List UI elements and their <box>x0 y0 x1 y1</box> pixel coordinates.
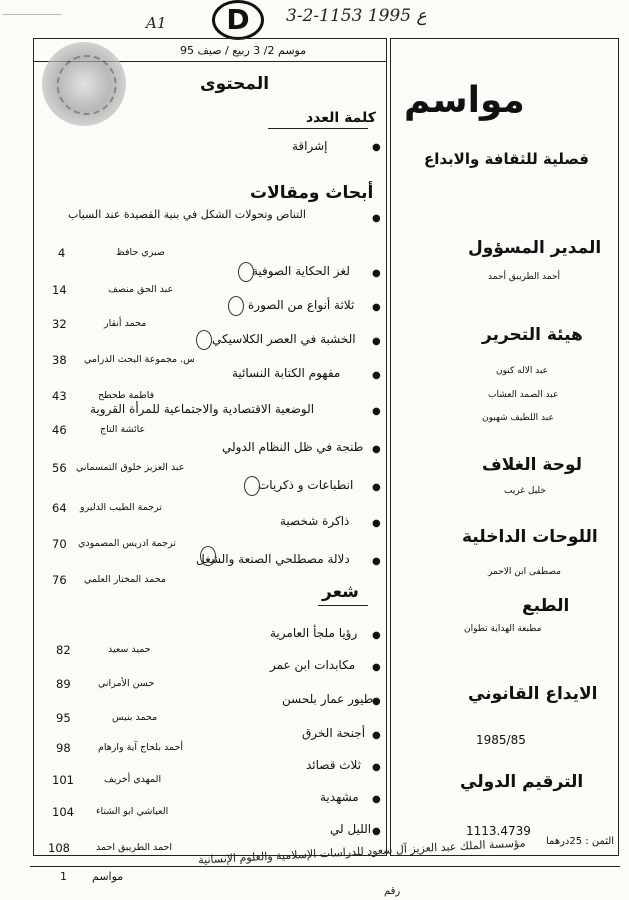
toc-page: 95 <box>56 711 71 725</box>
toc-author: س. مجموعة البحث الدرامي <box>84 354 195 365</box>
toc-title: الخشبة في العصر الكلاسيكي <box>212 332 356 346</box>
bullet: ● <box>372 794 381 805</box>
handwritten-code: A1 <box>146 14 167 32</box>
inner-art-heading: اللوحات الداخلية <box>462 527 598 547</box>
toc-author: فاطمة طحطح <box>98 390 155 401</box>
toc-page: 14 <box>52 283 67 297</box>
toc-page: 98 <box>56 741 71 755</box>
bullet: ● <box>372 302 381 313</box>
bullet: ● <box>372 336 381 347</box>
issn-number: 1113.4739 <box>466 824 531 838</box>
toc-author: أحمد بلحاج آية وارهام <box>98 742 183 753</box>
toc-page: 64 <box>52 501 67 515</box>
toc-page: 38 <box>52 353 67 367</box>
toc-title: طنجة في ظل النظام الدولي <box>222 440 364 454</box>
editor-2: عبد الصمد العشاب <box>488 390 559 400</box>
poetry-heading: شعر <box>322 582 359 602</box>
editor-1: عبد الاله كنون <box>496 366 548 376</box>
footer-rule <box>30 866 620 867</box>
pen-circle-mark <box>228 296 244 316</box>
bullet: ● <box>372 662 381 673</box>
toc-page: 56 <box>52 461 67 475</box>
contents-heading: المحتوى <box>200 74 270 94</box>
manager-heading: المدير المسؤول <box>468 238 602 258</box>
toc-title: دلالة مصطلحي الصنعة والشغل <box>196 552 350 566</box>
editor-3: عبد اللطيف شهبون <box>482 413 554 423</box>
studies-heading: أبحاث ومقالات <box>250 183 374 203</box>
bullet: ● <box>372 518 381 529</box>
footer-journal-name: مواسم <box>92 870 124 883</box>
toc-title: مكابدات ابن عمر <box>270 658 356 672</box>
bullet: ● <box>372 213 381 224</box>
printer-name: مطبعة الهداية تطوان <box>464 624 542 634</box>
handwritten-date: 3-2-ع 1995 1153 <box>286 6 427 26</box>
toc-author: حسن الأمراني <box>98 678 155 689</box>
institution-stamp-text: مؤسسة الملك عبد العزيز آل سعود للدراسات الإسلامية والعلوم الإنسانية <box>197 836 526 867</box>
toc-page: 104 <box>52 805 74 819</box>
corner-scribble <box>2 0 62 15</box>
bullet: ● <box>372 142 381 153</box>
bullet: ● <box>372 762 381 773</box>
toc-author: عائشة التاج <box>100 424 146 435</box>
institution-stamp-extra: رقم <box>384 886 401 897</box>
toc-author: محمد المختار العلمي <box>84 574 166 585</box>
toc-page: 89 <box>56 677 71 691</box>
cover-heading: لوحة الغلاف <box>482 455 582 475</box>
manager-name: أحمد الطريبق أحمد <box>488 272 561 282</box>
legal-deposit-heading: الايداع القانوني <box>468 684 598 704</box>
toc-title: أجنحة الخرق <box>302 726 366 740</box>
toc-page: 46 <box>52 423 67 437</box>
bullet: ● <box>372 826 381 837</box>
price: الثمن : 25درهما <box>546 836 615 847</box>
toc-page: 76 <box>52 573 67 587</box>
toc-author: عبد الحق منصف <box>108 284 174 295</box>
journal-subtitle: فصلية للثقافة والابداع <box>424 150 589 168</box>
circle-letter-stamp: D <box>212 0 264 40</box>
poetry-rule <box>318 605 368 606</box>
bullet: ● <box>372 370 381 381</box>
bullet: ● <box>372 556 381 567</box>
printing-heading: الطبع <box>522 596 570 616</box>
toc-author: ترجمة الطيب الدليرو <box>80 502 163 513</box>
toc-title: ثلاث قصائد <box>306 758 362 772</box>
editorial-word: كلمة العدد <box>306 110 376 126</box>
issue-label: موسم 2/ 3 ربيع / صيف 95 <box>180 44 307 57</box>
inner-art-artist: مصطفى ابن الاحمر <box>488 567 562 577</box>
toc-title: انطباعات و ذكريات <box>258 478 354 492</box>
toc-title: مشهدية <box>320 790 359 804</box>
pen-circle-mark <box>238 262 254 282</box>
legal-deposit-number: 1985/85 <box>476 733 526 747</box>
bullet: ● <box>372 730 381 741</box>
pen-circle-mark <box>200 546 216 566</box>
toc-author: محمد بنيس <box>112 712 158 723</box>
cover-artist: خليل غريب <box>504 486 546 496</box>
bullet: ● <box>372 630 381 641</box>
toc-author: المهدي أخريف <box>104 774 162 785</box>
editorial-rule <box>268 128 368 129</box>
toc-author: احمد الطريبق احمد <box>96 842 173 853</box>
toc-page: 70 <box>52 537 67 551</box>
toc-page: 101 <box>52 773 74 787</box>
bullet: ● <box>372 444 381 455</box>
issn-heading: الترقيم الدولي <box>460 772 584 792</box>
ishraqa-title: إشراقة <box>292 139 328 153</box>
toc-author: ترجمة ادريس المصمودي <box>78 538 176 549</box>
pen-circle-mark <box>244 476 260 496</box>
toc-title: رؤيا ملجأ العامرية <box>270 626 358 640</box>
footer-page-number: 1 <box>60 870 67 883</box>
toc-author: حميد سعيد <box>108 644 151 655</box>
toc-author: عبد العزيز خلوق التمسماني <box>76 462 185 473</box>
toc-title: الوضعية الاقتصادية والاجتماعية للمرأة القروية <box>90 402 315 416</box>
bullet: ● <box>372 696 381 707</box>
bullet: ● <box>372 482 381 493</box>
toc-author: العياشي ابو الشتاء <box>96 806 169 817</box>
toc-title: الليل لي <box>330 822 372 836</box>
toc-title: لغز الحكاية الصوفية <box>252 264 350 278</box>
toc-title: مفهوم الكتابة النسائية <box>232 366 341 380</box>
toc-page: 32 <box>52 317 67 331</box>
bullet: ● <box>372 406 381 417</box>
editorial-board-heading: هيئة التحرير <box>482 325 583 345</box>
toc-title: طيور عمار بلحسن <box>282 692 374 706</box>
toc-page: 108 <box>48 841 70 855</box>
pen-circle-mark <box>196 330 212 350</box>
journal-title: مواسم <box>404 80 525 121</box>
bullet: ● <box>372 268 381 279</box>
toc-page: 43 <box>52 389 67 403</box>
toc-title: ذاكرة شخصية <box>280 514 350 528</box>
toc-author: محمد أنقار <box>104 318 147 329</box>
toc-page: 82 <box>56 643 71 657</box>
toc-title: ثلاثة أنواع من الصورة <box>248 298 355 312</box>
toc-author: صبري حافظ <box>116 247 165 258</box>
toc-page: 4 <box>58 246 66 260</box>
toc-title-first: التناص وتحولات الشكل في بنية القصيدة عند السياب <box>68 208 306 221</box>
